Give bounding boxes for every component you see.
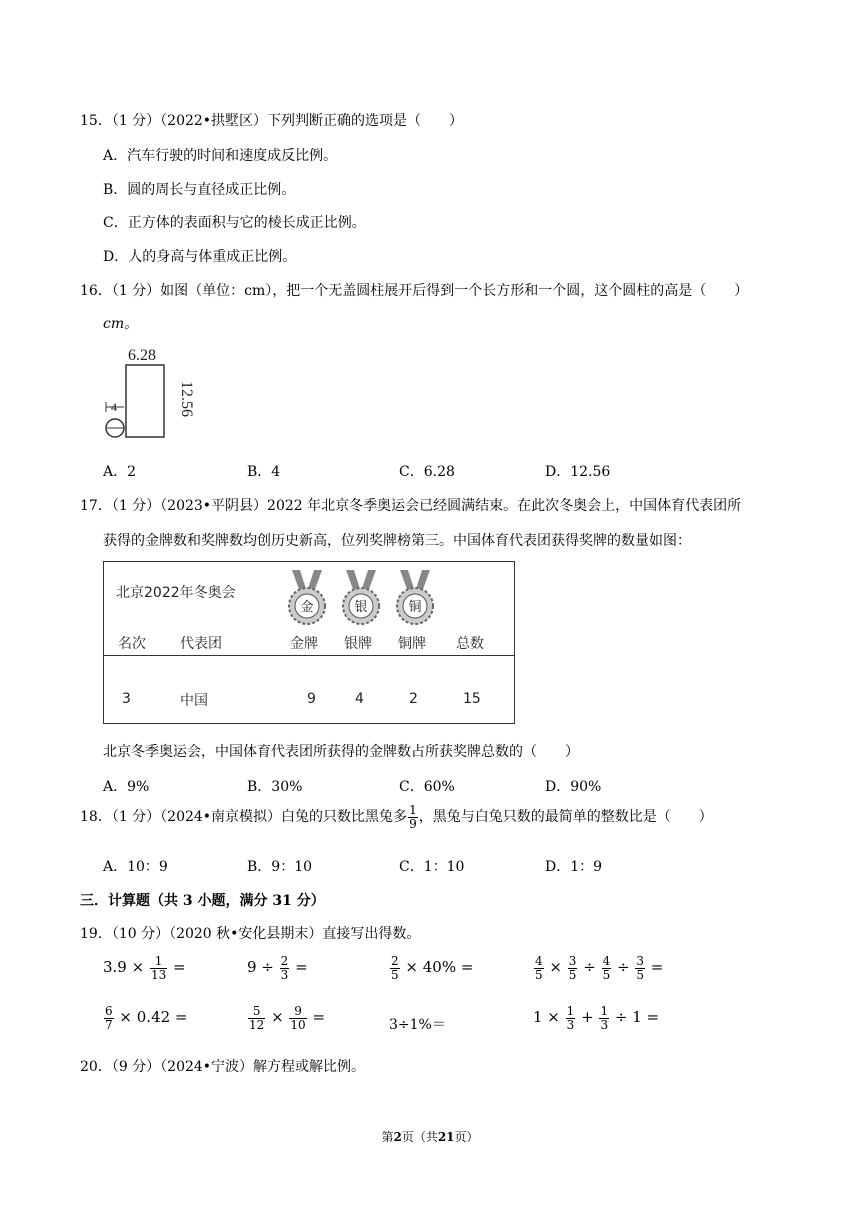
q19-expr-5: $\frac{6}{7}$ × 0.42 = <box>105 1004 188 1032</box>
q19-expr-3: $\frac{2}{5}$ × 40% = <box>391 954 474 982</box>
silver-medal-label: 银 <box>354 600 368 615</box>
section-3-heading: 三．计算题（共 3 小题，满分 31 分） <box>80 893 325 909</box>
q15-option-c: C．正方体的表面积与它的棱长成正比例。 <box>103 215 366 231</box>
q17-option-b: B．30% <box>247 779 303 795</box>
q19-expr-4: $\frac{4}{5}$ × $\frac{3}{5}$ ÷ $\frac{4}{5}$ ÷ $\frac{3}{5}$ = <box>535 954 664 982</box>
q16-option-b: B．4 <box>247 464 281 480</box>
fig-top-label: 6.28 <box>128 347 156 364</box>
cell-total: 15 <box>463 691 481 707</box>
cell-gold: 9 <box>307 691 316 707</box>
q17-question: 北京冬季奥运会，中国体育代表团所获得的金牌数占所获奖牌总数的（ ） <box>103 744 579 760</box>
q19-stem: 19．（10 分）（2020 秋•安化县期末）直接写出得数。 <box>80 926 421 942</box>
cell-bronze: 2 <box>409 691 418 707</box>
bronze-medal-icon <box>390 568 440 628</box>
q16-option-a: A．2 <box>103 464 137 480</box>
header-gold: 金牌 <box>290 636 318 652</box>
q15-option-a: A．汽车行驶的时间和速度成反比例。 <box>103 148 338 164</box>
medal-table-title: 北京2022年冬奥会 <box>116 585 236 601</box>
q17-stem-line1: 17．（1 分）（2023•平阴县）2022 年北京冬季奥运会已经圆满结束。在此次冬奥会上，中国体育代表团所 <box>80 498 742 514</box>
header-silver: 银牌 <box>344 636 372 652</box>
cell-silver: 4 <box>355 691 364 707</box>
gold-medal-icon <box>282 568 332 628</box>
fig-side-label: 12.56 <box>178 381 195 417</box>
gold-medal-label: 金 <box>300 600 314 615</box>
q18-option-c: C．1：10 <box>399 859 465 875</box>
q17-option-a: A．9% <box>103 779 150 795</box>
header-bronze: 铜牌 <box>398 636 426 652</box>
q17-option-d: D．90% <box>545 779 602 795</box>
header-total: 总数 <box>456 636 484 652</box>
q16-option-c: C．6.28 <box>399 464 455 480</box>
q18-option-a: A．10：9 <box>103 859 168 875</box>
q15-option-d: D．人的身高与体重成正比例。 <box>103 249 297 265</box>
q17-stem-line2: 获得的金牌数和奖牌数均创历史新高，位列奖牌榜第三。中国体育代表团获得奖牌的数量如图： <box>103 533 691 549</box>
q19-expr-1: 3.9 × $\frac{1}{13}$ = <box>103 954 186 982</box>
header-team: 代表团 <box>180 636 222 652</box>
q16-stem-unit: cm。 <box>103 316 139 332</box>
medal-table <box>103 561 515 724</box>
q20-stem: 20．（9 分）（2024•宁波）解方程或解比例。 <box>80 1059 366 1075</box>
q18-stem <box>80 804 713 830</box>
cell-rank: 3 <box>122 691 131 707</box>
q16-stem: 16．（1 分）如图（单位：cm），把一个无盖圆柱展开后得到一个长方形和一个圆，这个圆柱的高是（ ） <box>80 283 749 299</box>
header-rank: 名次 <box>118 636 146 652</box>
q19-expr-2: 9 ÷ $\frac{2}{3}$ = <box>247 954 308 982</box>
q15-option-b: B．圆的周长与直径成正比例。 <box>103 182 296 198</box>
fig-diam-label: 4 <box>111 400 117 414</box>
page-footer: 第2页（共21页） <box>381 1130 479 1144</box>
cell-team: 中国 <box>180 693 208 709</box>
q17-option-c: C．60% <box>399 779 455 795</box>
q19-expr-7: 3÷1%＝ <box>389 1017 446 1033</box>
q19-expr-8: 1 × $\frac{1}{3}$ + $\frac{1}{3}$ ÷ 1 = <box>533 1004 660 1032</box>
q18-option-b: B．9：10 <box>247 859 313 875</box>
cylinder-net-figure <box>100 343 200 443</box>
q18-stem-b: ，黑兔与白兔只数的最简单的整数比是（ ） <box>418 809 713 826</box>
q18-option-d: D．1：9 <box>545 859 603 875</box>
q19-expr-6: $\frac{5}{12}$ × $\frac{9}{10}$ = <box>249 1004 326 1032</box>
q18-stem-a: 18．（1 分）（2024•南京模拟）白兔的只数比黑兔多 <box>80 809 408 826</box>
bronze-medal-label: 铜 <box>408 600 422 615</box>
q18-fraction: $\frac{1}{9}$ <box>409 803 417 831</box>
q15-stem: 15．（1 分）（2022•拱墅区）下列判断正确的选项是（ ） <box>80 113 464 129</box>
silver-medal-icon <box>336 568 386 628</box>
q16-option-d: D．12.56 <box>545 464 611 480</box>
